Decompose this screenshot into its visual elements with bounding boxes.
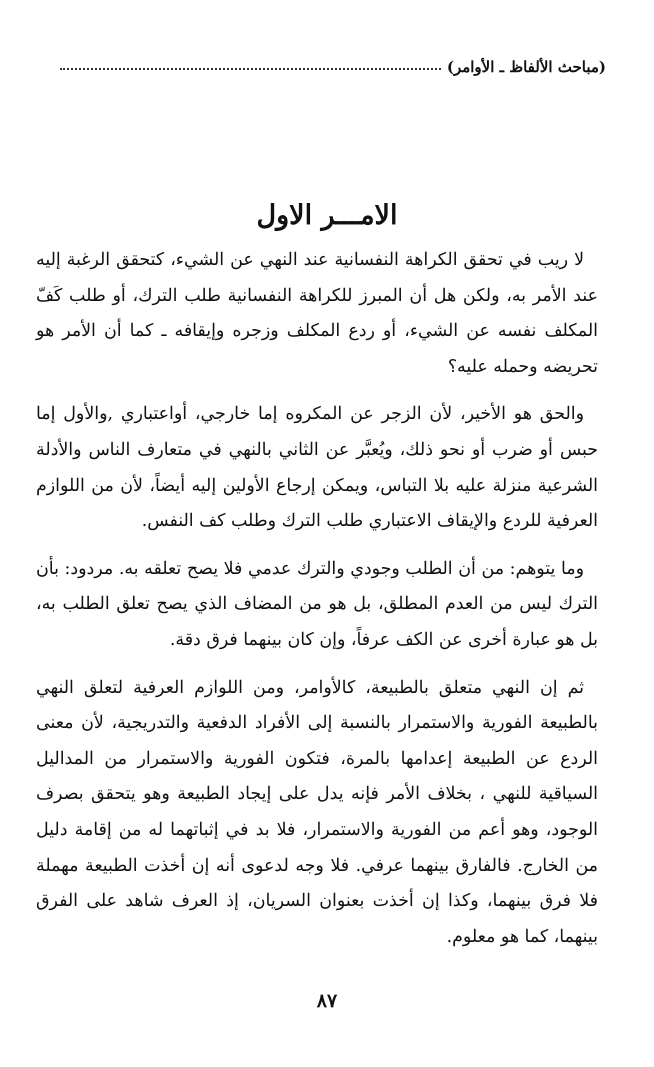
running-header-title: (مباحث الألفاظ ـ الأوامر) bbox=[446, 58, 606, 76]
body-text bbox=[36, 243, 598, 955]
paragraph-2: والحق هو الأخير، لأن الزجر عن المكروه إما خارجي، أواعتباري ,والأول إما حبس أو ضرب أو نحو ذلك، ويُعبَّر عن الثاني بالنهي في متعارف الناس والأدلة الشرعية منزلة عليه بلا التباس، ويمكن إرجاع الأولين إليه أيضاً، لأن من اللوازم العرفية للردع والإيقاف الاعتباري طلب الترك وطلب كف النفس. bbox=[36, 404, 598, 532]
running-header bbox=[60, 58, 606, 76]
paragraph-3: وما يتوهم: من أن الطلب وجودي والترك عدمي فلا يصح تعلقه به. مردود: بأن الترك ليس من العدم المطلق، بل هو من المضاف الذي يصح تعلق الطلب به، بل هو عبارة أخرى عن الكف عرفاً، وإن كان بينهما فرق دقة. bbox=[36, 558, 598, 650]
paragraph-4: ثم إن النهي متعلق بالطبيعة، كالأوامر، ومن اللوازم العرفية لتعلق النهي بالطبيعة الفورية والاستمرار بالنسبة إلى الأفراد الدفعية والتدريجية، لأن معنى الردع عن الطبيعة إعدامها بالمرة، فتكون الفورية والاستمرار من المداليل السياقية للنهي ، بخلاف الأمر فإنه يدل على إيجاد الطبيعة وهو يتحقق بصرف الوجود، وهو أعم من الفورية والاستمرار، فلا بد في إثباتهما له من إقامة دليل من الخارج. فالفارق بينهما عرفي. فلا وجه لدعوى أنه إن أخذت الطبيعة مهملة فلا فرق بينهما، وكذا إن أخذت بعنوان السريان، إذ العرف شاهد على الفرق بينهما، كما هو معلوم. bbox=[36, 677, 598, 947]
paragraph-1: لا ريب في تحقق الكراهة النفسانية عند النهي عن الشيء، كتحقق الرغبة إليه عند الأمر به، ولكن هل أن المبرز للكراهة النفسانية طلب الترك، أو طلب كَفّ المكلف نفسه عن الشيء، أو ردع المكلف وزجره وإيقافه ـ كما أن الأمر هو تحريضه وحمله عليه؟ bbox=[36, 250, 598, 377]
chapter-title: الامـــر الاول bbox=[256, 200, 398, 231]
header-dotted-leader bbox=[60, 58, 441, 70]
page-number: ٨٧ bbox=[316, 990, 338, 1012]
